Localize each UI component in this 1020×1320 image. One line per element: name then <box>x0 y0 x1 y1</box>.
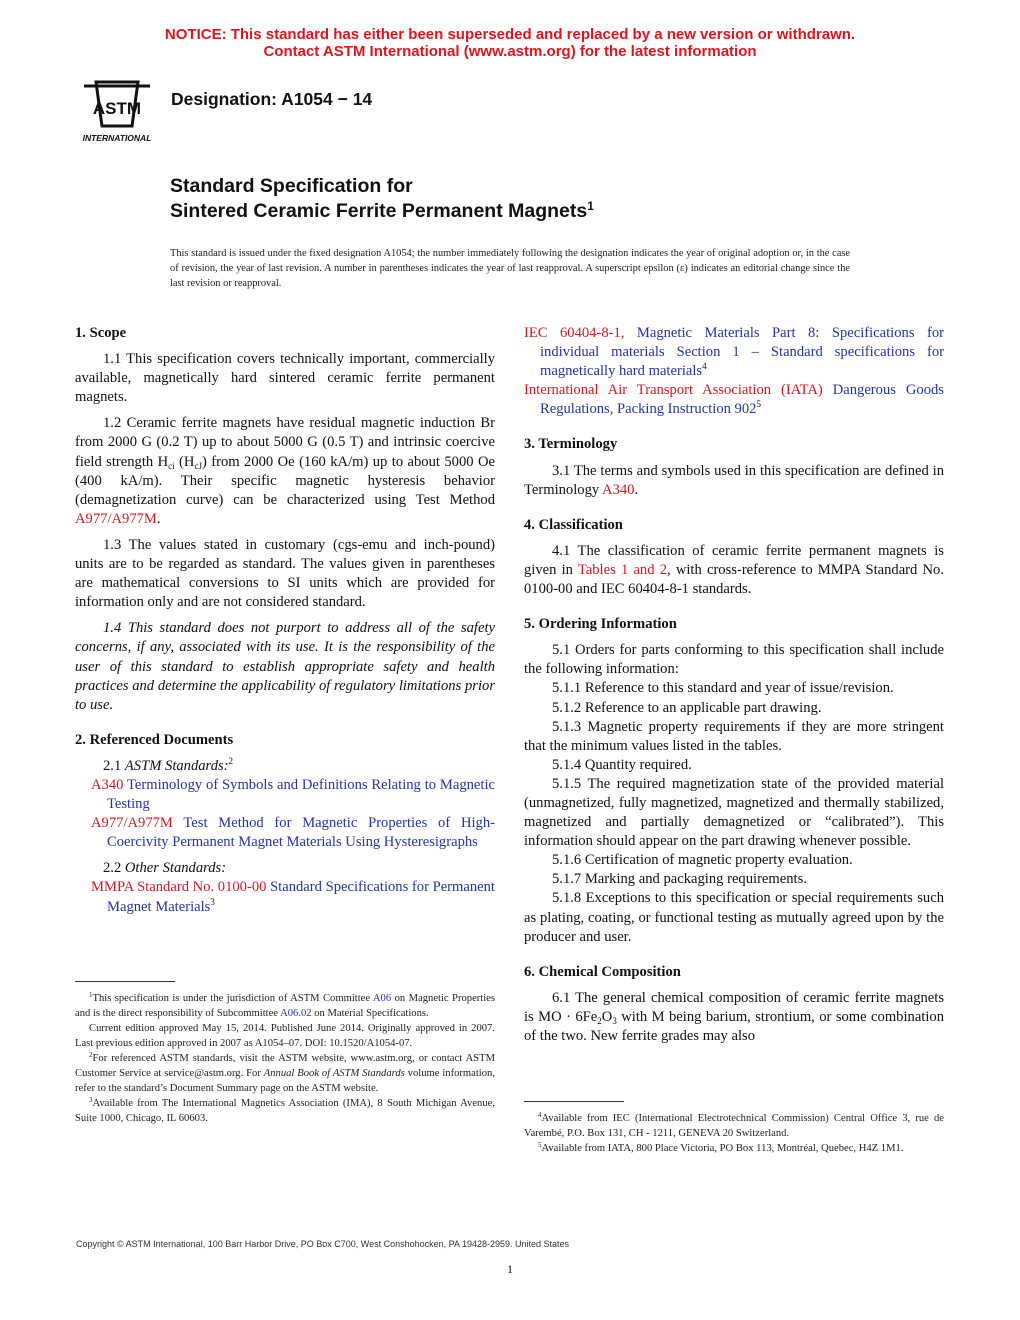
para-1-2-c: ) from 2000 Oe (160 kA/m) up to about 5000 Oe (400 kA/m). Their specific magnetic hysteresis behavior (demagnetization curve) can be characterized using Test Method <box>75 453 495 508</box>
footnotes-right <box>524 1111 944 1156</box>
section-5-heading: 5. Ordering Information <box>524 616 677 633</box>
logo-caption-text: INTERNATIONAL <box>82 133 152 143</box>
para-2-1-text: ASTM Standards: <box>124 757 229 774</box>
astm-logo-icon <box>74 78 160 144</box>
footnote-mark-2: 2 <box>228 755 234 766</box>
preamble: This standard is issued under the fixed designation A1054; the number immediately following the designation indicates the year of original adoption or, in the case of revision, the year of last revision. A number in parentheses indicates the year of last reapproval. A superscript epsilon (ε) indicates an editorial change since the last revision or reapproval. <box>170 248 850 289</box>
footnote-3-text: Available from The International Magnetics Association (IMA), 8 South Michigan Avenue, Suite 1000, Chicago, IL 60603. <box>75 1098 495 1124</box>
footnote-2-italic: Annual Book of ASTM Standards <box>263 1068 405 1079</box>
footnote-4-text: Available from IEC (International Electrotechnical Commission) Central Office 3, rue de Varembé, P.O. Box 131, CH - 1211, GENEVA 20 Switzerland. <box>524 1113 944 1139</box>
footnote-1-mark: 1 <box>89 991 93 999</box>
para-4-1-a: 4.1 The classification of ceramic ferrite permanent magnets is given in <box>524 542 944 578</box>
para-2-1-label: 2.1 <box>103 757 125 774</box>
para-3-1 <box>524 462 944 500</box>
footnote-mark-4: 4 <box>702 361 707 372</box>
footnote-rule-left <box>75 981 175 982</box>
reference-iata-title[interactable]: Dangerous Goods Regulations, Packing Instruction 902 <box>540 382 944 418</box>
footnote-2-b: volume information, refer to the standard’s Document Summary page on the ASTM website. <box>75 1068 495 1094</box>
reference-a977-title[interactable]: Test Method for Magnetic Properties of High-Coercivity Permanent Magnet Materials Using Hysteresigraphs <box>107 815 495 851</box>
reference-a340[interactable] <box>91 776 495 814</box>
para-4-1-b: , with cross-reference to MMPA Standard No. 0100-00 and IEC 60404-8-1 standards. <box>524 561 944 598</box>
para-5-1-2: 5.1.2 Reference to an applicable part drawing. <box>552 699 822 716</box>
section-1-heading: 1. Scope <box>75 325 127 341</box>
footnote-3-mark: 3 <box>89 1096 93 1104</box>
para-5-1-8: 5.1.8 Exceptions to this specification or special requirements such as plating, coating, or functional testing as mutually agreed upon by the producer and user. <box>524 890 944 945</box>
para-5-1-1: 5.1.1 Reference to this standard and year of issue/revision. <box>552 680 894 697</box>
para-6-1-sub2: 3 <box>612 1015 617 1026</box>
para-6-1-b: O <box>601 1008 613 1025</box>
footnote-5 <box>524 1141 944 1156</box>
link-subcommittee-a06-02[interactable]: A06.02 <box>280 1008 312 1019</box>
reference-a340-code[interactable]: A340 <box>91 776 124 793</box>
footnote-1-a: This specification is under the jurisdiction of ASTM Committee <box>92 993 373 1004</box>
footnote-mark-5: 5 <box>756 399 761 410</box>
footnote-2 <box>75 1051 495 1096</box>
para-5-1: 5.1 Orders for parts conforming to this specification shall include the following information: <box>524 642 944 678</box>
footnotes-left <box>75 991 495 1126</box>
para-3-1-a: 3.1 The terms and symbols used in this specification are defined in Terminology <box>524 462 944 498</box>
para-6-1-c: with M being barium, strontium, or some combination of the two. New ferrite grades may also <box>524 1008 944 1044</box>
reference-a340-title[interactable]: Terminology of Symbols and Definitions Relating to Magnetic Testing <box>107 776 495 813</box>
para-1-4: 1.4 This standard does not purport to address all of the safety concerns, if any, associated with its use. It is the responsibility of the user of this standard to establish appropriate safety and health practices and determine the applicability of regulatory limitations prior to use. <box>75 620 495 713</box>
para-2-2-text: Other Standards: <box>124 860 227 877</box>
document-title <box>170 174 594 224</box>
link-a340[interactable]: A340 <box>602 481 635 498</box>
footnote-2-mark: 2 <box>89 1051 93 1059</box>
para-5-1-7: 5.1.7 Marking and packaging requirements. <box>552 871 807 888</box>
logo-mark-text: ASTM <box>92 99 142 118</box>
footnote-4-mark: 4 <box>538 1111 542 1119</box>
section-2-heading: 2. Referenced Documents <box>75 731 234 748</box>
reference-iata[interactable] <box>524 381 944 419</box>
para-1-2-end: . <box>156 510 161 527</box>
reference-iec-title[interactable]: Magnetic Materials Part 8: Specifications for individual materials Section 1 – Standard specifications for magnetically hard materials <box>540 325 944 380</box>
footnote-5-mark: 5 <box>538 1141 542 1149</box>
para-5-1-5: 5.1.5 The required magnetization state of the provided material (unmagnetized, fully magnetized, magnetized and thermally stabilized, magnetized and partially demagnetized or “calibrated”). This information should appear on the part drawing whenever possible. <box>524 775 944 850</box>
reference-mmpa-title[interactable]: Standard Specifications for Permanent Magnet Materials <box>107 879 495 915</box>
footnote-rule-right <box>524 1101 624 1102</box>
footnote-5-text: Available from IATA, 800 Place Victoria, PO Box 113, Montréal, Quebec, H4Z 1M1. <box>541 1143 904 1154</box>
para-1-2 <box>75 414 495 529</box>
reference-iec-code[interactable]: IEC 60404-8-1, <box>524 325 625 341</box>
reference-iata-code[interactable]: International Air Transport Association (IATA) <box>524 382 823 399</box>
withdrawal-notice <box>0 26 1020 60</box>
para-5-1-6: 5.1.6 Certification of magnetic property evaluation. <box>552 852 853 869</box>
right-column <box>524 324 944 1046</box>
link-committee-a06[interactable]: A06 <box>372 993 392 1004</box>
link-tables-1-2[interactable]: Tables 1 and 2 <box>577 561 667 578</box>
footnote-1 <box>75 991 495 1021</box>
reference-a977-code[interactable]: A977/A977M <box>91 815 173 832</box>
para-1-3: 1.3 The values stated in customary (cgs-emu and inch-pound) units are to be regarded as standard. The values given in parentheses are mathematical conversions to SI units which are provided for information only and are not considered standard. <box>75 536 495 611</box>
page-number: 1 <box>507 1262 513 1276</box>
section-6-heading: 6. Chemical Composition <box>524 963 681 980</box>
reference-iec[interactable] <box>524 324 944 381</box>
para-6-1 <box>524 989 944 1046</box>
para-1-2-a: 1.2 Ceramic ferrite magnets have residual magnetic induction Br from 2000 G (0.2 T) up to about 5000 G (0.5 T) and intrinsic coercive field strength H <box>75 415 495 470</box>
footnote-1-c: on Material Specifications. <box>311 1008 429 1019</box>
para-5-1-4: 5.1.4 Quantity required. <box>552 756 692 773</box>
reference-mmpa[interactable] <box>91 878 495 916</box>
footnote-mark-3: 3 <box>210 896 215 907</box>
notice-line-1: NOTICE: This standard has either been superseded and replaced by a new version or withdrawn. <box>164 26 856 43</box>
title-footnote-mark: 1 <box>587 199 594 213</box>
para-1-2-b: (H <box>174 453 195 470</box>
section-4-heading: 4. Classification <box>524 516 623 533</box>
para-4-1 <box>524 542 944 599</box>
footnote-1-b: on Magnetic Properties and is the direct responsibility of Subcommittee <box>75 993 496 1019</box>
title-line-1: Standard Specification for <box>170 175 413 197</box>
footnote-1-edition: Current edition approved May 15, 2014. Published June 2014. Originally approved in 2007. Last previous edition approved in 2007 as A1054–07. DOI: 10.1520/A1054-07. <box>75 1023 495 1049</box>
notice-line-2: Contact ASTM International (www.astm.org) for the latest information <box>263 43 757 60</box>
left-column <box>75 324 495 917</box>
para-2-1 <box>75 757 495 776</box>
footnote-3 <box>75 1096 495 1126</box>
footnote-4 <box>524 1111 944 1141</box>
para-2-2-label: 2.2 <box>103 860 125 877</box>
reference-a977[interactable] <box>91 814 495 852</box>
copyright: Copyright © ASTM International, 100 Barr Harbor Drive, PO Box C700, West Conshohocken, PA 19428-2959. United States <box>76 1239 570 1249</box>
para-1-2-sub2: cJ <box>194 460 202 471</box>
para-2-2 <box>75 859 495 878</box>
para-6-1-sub1: 2 <box>597 1015 602 1026</box>
para-5-1-3: 5.1.3 Magnetic property requirements if they are more stringent that the minimum values listed in the tables. <box>524 718 944 754</box>
para-6-1-a: 6.1 The general chemical composition of ceramic ferrite magnets is MO · 6Fe <box>524 989 944 1025</box>
link-a977[interactable]: A977/A977M <box>75 510 157 527</box>
designation: Designation: A1054 − 14 <box>171 89 373 109</box>
footnote-2-a: For referenced ASTM standards, visit the ASTM website, www.astm.org, or contact ASTM Customer Service at service@astm.org. For <box>75 1053 495 1079</box>
para-3-1-end: . <box>634 481 639 498</box>
reference-mmpa-code[interactable]: MMPA Standard No. 0100-00 <box>91 879 267 896</box>
title-line-2 <box>170 199 594 224</box>
para-1-2-sub1: ci <box>168 460 175 471</box>
title-line-2-text: Sintered Ceramic Ferrite Permanent Magnets <box>170 200 588 222</box>
section-3-heading: 3. Terminology <box>524 436 618 453</box>
para-1-1: 1.1 This specification covers technically important, commercially available, magnetically hard sintered ceramic ferrite permanent magnets. <box>75 351 495 406</box>
